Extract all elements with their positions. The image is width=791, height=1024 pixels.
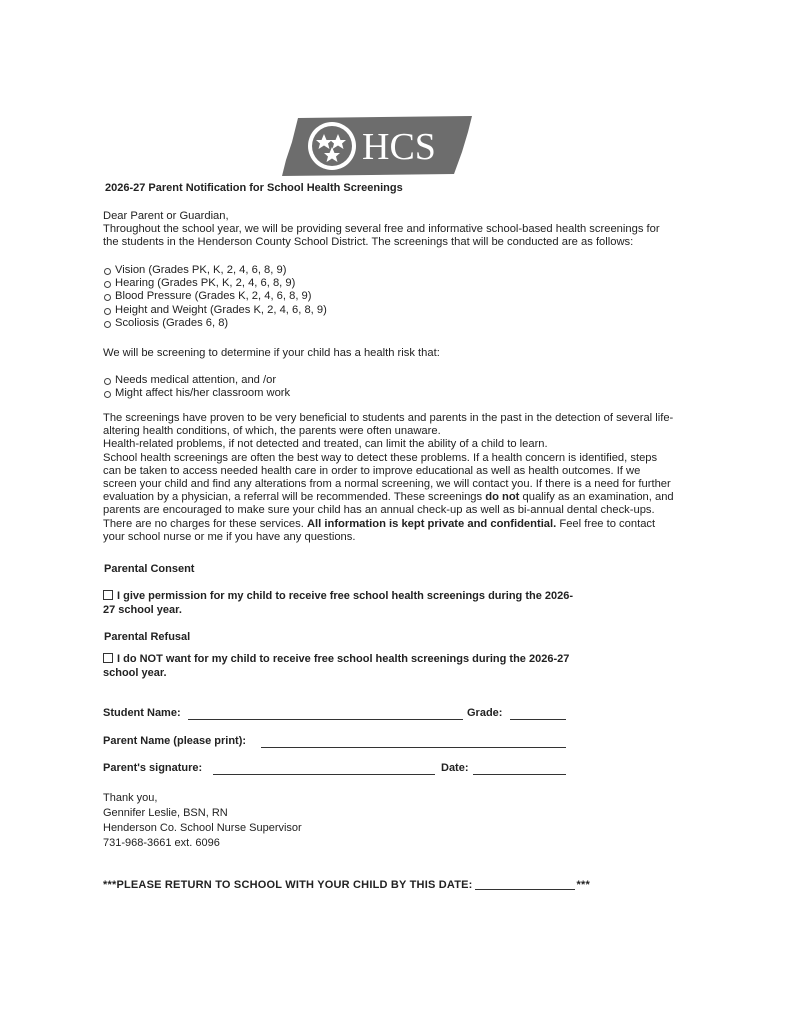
body-paragraph-1: The screenings have proven to be very beneficial to students and parents in the past in the detection of several life-altering health conditions, of which, the parents were often unaware. [103,412,674,438]
body-text-run: Feel free to contact your school nurse or me if you have any questions. [103,517,656,543]
emphasis-do-not: do not [485,491,520,504]
date-field[interactable] [473,774,566,775]
risk-intro: We will be screening to determine if your child has a health risk that: [103,347,440,359]
greeting-block [103,210,678,250]
list-item: Might affect his/her classroom work [103,387,678,400]
intro-paragraph: Throughout the school year, we will be providing several free and informative school-based health screenings for the students in the Henderson County School District. The screenings that will be conducted are as follows: [103,223,660,249]
body-text [103,412,675,544]
grade-field[interactable] [510,719,566,720]
consent-text: I give permission for my child to receive free school health screenings during the 2026-27 school year. [103,590,574,616]
list-item: Hearing (Grades PK, K, 2, 4, 6, 8, 9) [103,277,678,290]
list-item: Scoliosis (Grades 6, 8) [103,317,678,330]
list-item: Needs medical attention, and /or [103,374,678,387]
body-paragraph-2: Health-related problems, if not detected and treated, can limit the ability of a child to learn. [103,438,548,451]
return-date-field[interactable] [475,879,575,890]
body-text-run: qualify as an examination, and parents are encouraged to make sure your child has an annual check-up as well as bi-annual dental check-ups. There are no charges for these services. [103,491,674,530]
nurse-role: Henderson Co. School Nurse Supervisor [103,822,302,834]
parent-name-field[interactable] [261,747,566,748]
hcs-logo-text: HCS [362,126,436,168]
list-item: Blood Pressure (Grades K, 2, 4, 6, 8, 9) [103,290,678,303]
student-name-field[interactable] [188,719,463,720]
closing-thanks: Thank you, [103,792,158,804]
body-text-run: School health screenings are often the best way to detect these problems. If a health concern is identified, steps can be taken to access needed health care in order to improve educational as well as health outcomes. If we screen your child and find any alterations from a normal screening, we will contact you. If there is a need for further evaluation by a physician, a referral will be recommended. These screenings [103,451,671,504]
list-item: Height and Weight (Grades K, 2, 4, 6, 8, 9) [103,304,678,317]
consent-option[interactable] [103,590,583,617]
signature-label: Parent's signature: [103,762,203,774]
body-paragraph-3 [103,452,675,544]
parent-name-row [103,735,568,751]
nurse-phone: 731-968-3661 ext. 6096 [103,837,220,849]
return-notice [103,879,590,891]
refusal-heading: Parental Refusal [104,631,191,643]
return-notice-text: ***PLEASE RETURN TO SCHOOL WITH YOUR CHILD BY THIS DATE: [103,879,473,891]
consent-heading: Parental Consent [104,563,195,575]
grade-label: Grade: [467,707,503,719]
hcs-logo [276,112,476,180]
date-label: Date: [441,762,469,774]
student-name-row [103,707,568,723]
consent-checkbox[interactable] [103,590,113,600]
page-title: 2026-27 Parent Notification for School Health Screenings [105,182,403,194]
return-notice-suffix: *** [576,879,590,891]
list-item: Vision (Grades PK, K, 2, 4, 6, 8, 9) [103,264,678,277]
refusal-checkbox[interactable] [103,653,113,663]
signature-field[interactable] [213,774,435,775]
greeting: Dear Parent or Guardian, [103,210,229,222]
closing-signature [103,791,302,851]
screenings-list [103,264,678,330]
tennessee-state-shape-icon [276,112,476,180]
signature-row [103,762,568,778]
student-name-label: Student Name: [103,707,181,719]
nurse-name: Gennifer Leslie, BSN, RN [103,807,228,819]
refusal-option[interactable] [103,653,583,680]
emphasis-privacy: All information is kept private and confidential. [306,517,557,530]
risks-list [103,374,678,400]
parent-name-label: Parent Name (please print): [103,735,247,747]
refusal-text: I do NOT want for my child to receive free school health screenings during the 2026-27 school year. [103,653,570,679]
